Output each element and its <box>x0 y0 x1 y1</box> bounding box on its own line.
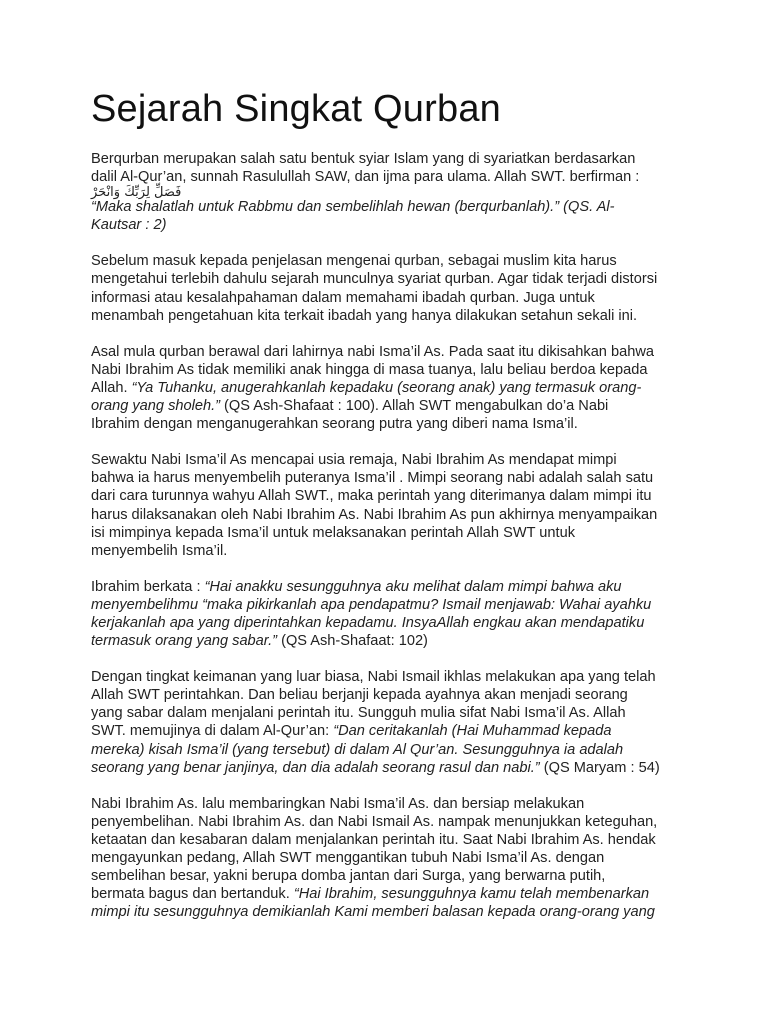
paragraph-6 <box>91 668 691 777</box>
paragraph-gap <box>91 234 691 252</box>
text-line <box>91 722 691 740</box>
paragraph-3 <box>91 343 691 433</box>
text-segment: bermata bagus dan bertanduk. <box>91 886 294 903</box>
text-line: yang sabar dalam menjalani perintah itu. Sungguh mulia sifat Nabi Isma’il As. Allah <box>91 705 626 722</box>
paragraph-gap <box>91 650 691 668</box>
quote-text: kerjakanlah apa yang diperintahkan kepadamu. InsyaAllah engkau akan mendapatiku <box>91 614 645 631</box>
quote-text: termasuk orang yang sabar.” <box>91 633 278 650</box>
paragraph-5 <box>91 578 691 650</box>
paragraph-gap <box>91 433 691 451</box>
text-line: menambah pengetahuan kita terkait ibadah yang hanya dilakukan setahun sekali ini. <box>91 307 638 324</box>
quote-text: “Hai Ibrahim, sesungguhnya kamu telah membenarkan <box>293 886 650 903</box>
paragraph-7 <box>91 795 691 922</box>
text-line: Ibrahim dengan menganugerahkan seorang putra yang diberi nama Isma’il. <box>91 416 578 433</box>
text-line: menyembelih Isma’il. <box>91 542 228 559</box>
text-line: penyembelihan. Nabi Ibrahim As. dan Nabi Ismail As. nampak menunjukkan keteguhan, <box>91 813 658 830</box>
quote-text: seorang yang benar janjinya, dan dia adalah seorang rasul dan nabi.” <box>91 759 540 776</box>
text-line: isi mimpinya kepada Isma’il untuk melaksanakan perintah Allah SWT untuk <box>91 524 575 541</box>
text-line <box>91 885 691 903</box>
text-segment: Allah. <box>91 379 132 396</box>
text-line: dari cara turunnya wahyu Allah SWT., maka perintah yang diterimanya dalam mimpi itu <box>91 488 652 505</box>
text-line <box>91 397 691 415</box>
document-title: Sejarah Singkat Qurban <box>91 88 501 130</box>
paragraph-gap <box>91 560 691 578</box>
text-line <box>91 759 691 777</box>
paragraph-2 <box>91 252 691 324</box>
text-line <box>91 614 691 632</box>
quote-text: orang yang sholeh.” <box>91 398 220 415</box>
text-line: Berqurban merupakan salah satu bentuk syiar Islam yang di syariatkan berdasarkan <box>91 151 636 167</box>
quote-text: menyembelihmu “maka pikirkanlah apa pendapatmu? Ismail menjawab: Wahai ayahku <box>91 596 652 613</box>
quote-text: “Hai anakku sesungguhnya aku melihat dalam mimpi bahwa aku <box>204 578 622 595</box>
quote-text: “Dan ceritakanlah (Hai Muhammad kepada <box>333 723 612 740</box>
text-line: Nabi Ibrahim As. lalu membaringkan Nabi Isma’il As. dan bersiap melakukan <box>91 795 585 812</box>
text-line <box>91 198 691 216</box>
text-line: dalil Al-Qur’an, sunnah Rasulullah SAW, dan ijma para ulama. Allah SWT. berfirman : <box>91 169 640 186</box>
text-segment: (QS Ash-Shafaat: 102) <box>277 633 428 650</box>
text-segment: (QS Ash-Shafaat : 100). Allah SWT mengabulkan do’a Nabi <box>220 398 609 415</box>
text-line: mengayunkan pedang, Allah SWT menggantikan tubuh Nabi Isma’il As. dengan <box>91 850 605 866</box>
text-segment: Ibrahim berkata : <box>91 578 205 595</box>
paragraph-gap <box>91 777 691 795</box>
text-segment: SWT. memujinya di dalam Al-Qur’an: <box>91 723 334 740</box>
arabic-verse: فَصَلِّ لِرَبِّكَ وَانْحَرْ <box>91 185 182 201</box>
text-line <box>91 903 691 921</box>
text-line: Sebelum masuk kepada penjelasan mengenai qurban, sebagai muslim kita harus <box>91 253 617 270</box>
text-line: Dengan tingkat keimanan yang luar biasa, Nabi Ismail ikhlas melakukan apa yang telah <box>91 669 656 686</box>
quote-text: Kautsar : 2) <box>91 217 167 234</box>
text-line: harus dilaksanakan oleh Nabi Ibrahim As. Nabi Ibrahim As pun akhirnya menyampaikan <box>91 506 658 523</box>
quote-text: mimpi itu sesungguhnya demikianlah Kami memberi balasan kepada orang-orang yang <box>91 904 655 921</box>
quote-text: “Maka shalatlah untuk Rabbmu dan sembelihlah hewan (berqurbanlah).” (QS. Al- <box>91 199 615 216</box>
text-line: Sewaktu Nabi Isma’il As mencapai usia remaja, Nabi Ibrahim As mendapat mimpi <box>91 452 617 469</box>
paragraph-1 <box>91 150 691 234</box>
paragraph-4 <box>91 451 691 560</box>
text-line: informasi atau kesalahpahaman dalam memahami ibadah qurban. Juga untuk <box>91 289 595 306</box>
text-line: Asal mula qurban berawal dari lahirnya nabi Isma’il As. Pada saat itu dikisahkan bahwa <box>91 343 654 360</box>
document-body <box>91 150 691 921</box>
text-line <box>91 596 691 614</box>
paragraph-gap <box>91 325 691 343</box>
text-line <box>91 578 691 596</box>
text-line <box>91 632 691 650</box>
text-segment: (QS Maryam : 54) <box>539 759 660 776</box>
text-line: Allah SWT perintahkan. Dan beliau berjanji kepada ayahnya akan menjadi seorang <box>91 687 628 704</box>
text-line: sembelihan besar, yakni berupa domba jantan dari Surga, yang berwarna putih, <box>91 868 606 885</box>
text-line <box>91 216 691 234</box>
text-line: Nabi Ibrahim As tidak memiliki anak hingga di masa tuanya, lalu beliau berdoa kepada <box>91 361 648 378</box>
quote-text: mereka) kisah Isma’il (yang tersebut) di dalam Al Qur’an. Sesungguhnya ia adalah <box>91 741 624 758</box>
text-line <box>91 379 691 397</box>
text-line: ketaatan dan kesabaran dalam menjalankan perintah itu. Saat Nabi Ibrahim As. hendak <box>91 831 656 848</box>
quote-text: “Ya Tuhanku, anugerahkanlah kepadaku (seorang anak) yang termasuk orang- <box>131 379 642 396</box>
text-line <box>91 741 691 759</box>
text-line: bahwa ia harus menyembelih puteranya Isma’il . Mimpi seorang nabi adalah salah satu <box>91 470 654 487</box>
text-line: mengetahui terlebih dahulu sejarah munculnya syariat qurban. Agar tidak terjadi distorsi <box>91 271 658 288</box>
